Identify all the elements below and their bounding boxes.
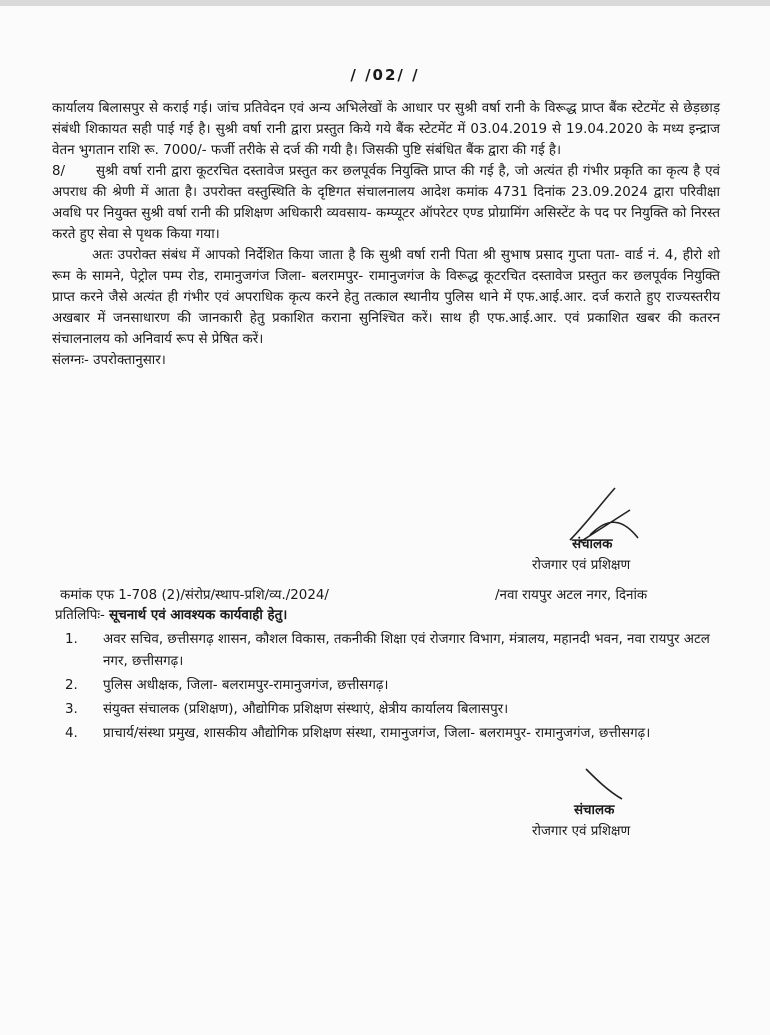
paragraph-3: अतः उपरोक्त संबंध में आपको निर्देशित किया जाता है कि सुश्री वर्षा रानी पिता श्री सुभाष प्रसाद गुप्ता पता- वार्ड नं. 4, हीरो शो रूम के सामने, पेट्रोल पम्प रोड, रामानुजगंज जिला- बलरामपुर- रामानुजगंज के विरूद्ध कूटरचित दस्तावेज प्रस्तुत कर छलपूर्वक नियुक्ति प्राप्त करने जैसे अत्यंत ही गंभीर एवं अपराधिक कृत्य करने हेतु तत्काल स्थानीय पुलिस थाने में एफ.आई.आर. दर्ज कराते हुए राज्यस्तरीय अखबार में जनसाधारण की जानकारी हेतु प्रकाशित कराना सुनिश्चित करें। साथ ही एफ.आई.आर. एवं प्रकाशित खबर की कतरन संचालनालय को अनिवार्य रूप से प्रेषित करें। xyxy=(52,248,720,347)
list-item-text: प्राचार्य/संस्था प्रमुख, शासकीय औद्योगिक प्रशिक्षण संस्था, रामानुजगंज, जिला- बलरामपुर- रामानुजगंज, छत्तीसगढ़। xyxy=(103,726,651,741)
signature-2-dept-block xyxy=(532,821,630,842)
reference-place-date: /नवा रायपुर अटल नगर, दिनांक xyxy=(495,588,648,603)
signature-1-title: संचालक xyxy=(572,537,613,552)
list-item-text: संयुक्त संचालक (प्रशिक्षण), औद्योगिक प्रशिक्षण संस्थाएं, क्षेत्रीय कार्यालय बिलासपुर। xyxy=(103,702,509,717)
paragraph-2 xyxy=(52,161,720,245)
top-border xyxy=(0,0,770,6)
copy-to-head xyxy=(55,605,723,627)
signature-1-dept-block xyxy=(532,555,630,576)
copy-to-list xyxy=(55,629,723,745)
copy-to-section xyxy=(55,605,723,747)
signature-2-title: संचालक xyxy=(574,803,615,818)
list-item-number: 4. xyxy=(65,726,78,741)
signature-2-scribble xyxy=(582,765,632,805)
list-item-number: 3. xyxy=(65,702,78,717)
signature-2-dept: रोजगार एवं प्रशिक्षण xyxy=(532,824,631,839)
list-item xyxy=(55,699,723,721)
signature-1-dept: रोजगार एवं प्रशिक्षण xyxy=(532,558,631,573)
reference-line xyxy=(60,585,720,607)
copy-to-purpose: सूचनार्थ एवं आवश्यक कार्यवाही हेतु। xyxy=(109,608,288,623)
list-item-number: 1. xyxy=(65,632,78,647)
paragraph-2-number: 8/ xyxy=(52,164,66,179)
list-item xyxy=(55,675,723,697)
letter-body xyxy=(52,98,720,371)
paragraph-1: कार्यालय बिलासपुर से कराई गई। जांच प्रतिवेदन एवं अन्य अभिलेखों के आधार पर सुश्री वर्षा रानी के विरूद्ध प्राप्त बैंक स्टेटमेंट से छेड़छाड़ संबंधी शिकायत सही पाई गई है। सुश्री वर्षा रानी द्वारा प्रस्तुत किये गये बैंक स्टेटमेंट में 03.04.2019 से 19.04.2020 के मध्य इन्द्राज वेतन भुगतान राशि रू. 7000/- फर्जी तरीके से दर्ज की गयी है। जिसकी पुष्टि संबंधित बैंक द्वारा की गई है। xyxy=(52,101,720,158)
paragraph-2-text: सुश्री वर्षा रानी द्वारा कूटरचित दस्तावेज प्रस्तुत कर छलपूर्वक नियुक्ति प्राप्त की गई है, जो अत्यंत ही गंभीर प्रकृति का कृत्य है एवं अपराध की श्रेणी में आता है। उपरोक्त वस्तुस्थिति के दृष्टिगत संचालनालय आदेश कमांक 4731 दिनांक 23.09.2024 द्वारा परिवीक्षा अवधि पर नियुक्त सुश्री वर्षा रानी की प्रशिक्षण अधिकारी व्यवसाय- कम्प्यूटर ऑपरेटर एण्ड प्रोग्रामिंग असिस्टेंट के पद पर नियुक्ति को निरस्त करते हुए सेवा से पृथक किया गया। xyxy=(52,164,720,242)
list-item-text: पुलिस अधीक्षक, जिला- बलरामपुर-रामानुजगंज, छत्तीसगढ़। xyxy=(103,678,389,693)
enclosure-line: संलग्नः- उपरोक्तानुसार। xyxy=(52,353,166,368)
list-item-number: 2. xyxy=(65,678,78,693)
copy-to-label: प्रतिलिपिः- xyxy=(55,608,105,623)
list-item-text: अवर सचिव, छत्तीसगढ़ शासन, कौशल विकास, तकनीकी शिक्षा एवं रोजगार विभाग, मंत्रालय, महानदी भवन, नवा रायपुर अटल नगर, छत्तीसगढ़। xyxy=(103,632,710,669)
list-item xyxy=(55,629,723,673)
reference-number: कमांक एफ 1-708 (2)/संरोप्र/स्थाप-प्रशि/व्य./2024/ xyxy=(60,588,329,603)
list-item xyxy=(55,723,723,745)
signature-block-2 xyxy=(574,800,614,821)
signature-block-1 xyxy=(572,534,612,555)
page-number: / /02/ / xyxy=(350,66,420,84)
